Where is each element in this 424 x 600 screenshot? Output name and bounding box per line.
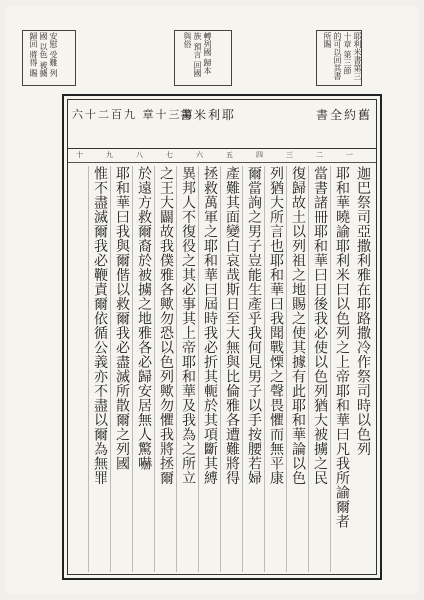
page-banner (68, 100, 376, 149)
text-column: 之王大闢故我僕雅各歟勿恐以色列歟勿懼我將拯爾 (154, 166, 177, 572)
column-number: 四 (256, 151, 263, 159)
column-number: 十 (76, 151, 83, 159)
column-number: 九 (106, 151, 113, 159)
margin-note-center: 轉列國 歸本族 預言 回國 與俗 (183, 32, 212, 78)
book-title: 舊約全書 (315, 108, 372, 122)
text-column: 耶和華曉諭耶利米曰以色列之上帝耶和華曰凡我所諭爾者 (330, 166, 353, 572)
text-column: 於遠方救爾裔於被擄之地雅各必歸安居無人驚嚇 (132, 166, 155, 572)
text-column: 拯救萬軍之耶和華曰屆時我必折其軛於其項斷其縛 (198, 166, 221, 572)
text-column: 復歸故土以列祖之地賜之使其據有此耶和華論以色 (286, 166, 309, 572)
text-frame-inner (67, 99, 377, 575)
column-number: 六 (196, 151, 203, 159)
chapter-label: 第三十章 (142, 108, 195, 121)
text-frame (62, 94, 382, 580)
margin-note-left: 安慰 受難 列國 以色 被擄 歸回 將得 賜 (29, 32, 58, 78)
column-number: 二 (316, 151, 323, 159)
text-column: 耶和華曰我與爾偕以救爾我必盡滅所散爾之列國 (110, 166, 133, 572)
text-column: 列猶大所言也耶和華曰我聞戰慄之聲畏懼而無平康 (264, 166, 287, 572)
text-column: 當書諸冊耶和華曰日後我必使以色列猶大被擄之民 (308, 166, 331, 572)
page-number (72, 106, 195, 122)
column-number: 一 (346, 151, 353, 159)
text-column: 產難其面變白哀哉斯日至大無與比倫雅各遭難將得 (220, 166, 243, 572)
text-columns (68, 164, 376, 574)
column-number-row (68, 150, 376, 163)
text-column: 異邦人不復役之其必事其上帝耶和華及我為之所立 (176, 166, 199, 572)
page-number-label: 九百二十六 (72, 108, 137, 121)
column-number: 八 (136, 151, 143, 159)
column-number: 五 (226, 151, 233, 159)
margin-note-right: 耶利米書第三十章 第三節 的可以回其書 所賜 (323, 32, 362, 80)
text-column: 爾當詢之男子豈能生產乎我何見男子以手按腰若婦 (242, 166, 265, 572)
scripture-page (6, 6, 418, 594)
text-column: 迦巴祭司亞撒利雅在耶路撒冷作祭司時以色列 (355, 166, 371, 456)
text-column: 惟不盡滅爾我必鞭責爾依循公義亦不盡以爾為無罪 (88, 166, 111, 572)
book-name: 耶利米書 (180, 108, 237, 122)
column-number: 七 (166, 151, 173, 159)
column-number: 三 (286, 151, 293, 159)
